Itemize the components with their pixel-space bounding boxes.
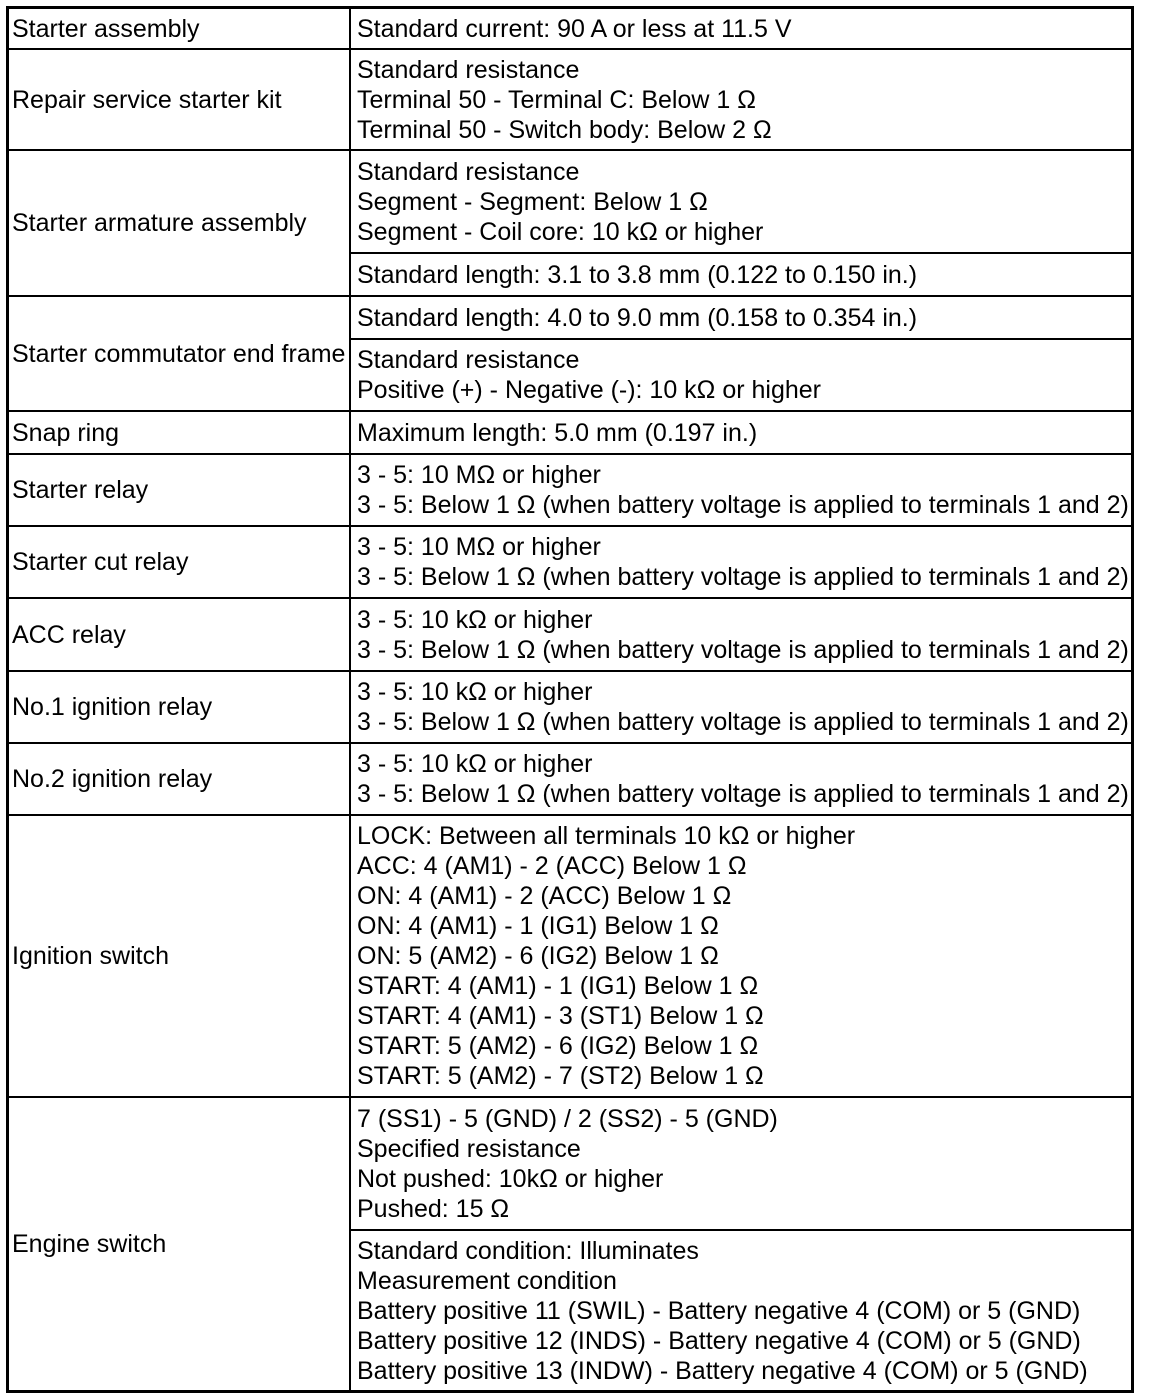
spec-label-text: Starter armature assembly xyxy=(12,209,307,237)
spec-value-line: 3 - 5: 10 MΩ or higher xyxy=(357,533,601,561)
spec-value-line: Standard length: 4.0 to 9.0 mm (0.158 to 0.354 in.) xyxy=(357,303,918,332)
spec-value-line: 3 - 5: 10 kΩ or higher xyxy=(357,678,593,706)
spec-value-line: Positive (+) - Negative (-): 10 kΩ or higher xyxy=(357,376,821,404)
spec-label-acc-relay xyxy=(9,599,349,670)
spec-value-line: Segment - Segment: Below 1 Ω xyxy=(357,187,708,216)
spec-label-text: No.1 ignition relay xyxy=(12,693,213,721)
spec-label-text: Ignition switch xyxy=(12,942,170,970)
spec-label-text: Engine switch xyxy=(12,1230,167,1258)
spec-label-text: ACC relay xyxy=(12,620,126,649)
spec-value-line: START: 4 (AM1) - 1 (IG1) Below 1 Ω xyxy=(357,972,759,1000)
spec-label-text: Starter commutator end frame xyxy=(12,339,346,368)
spec-value-cell xyxy=(351,340,1131,410)
spec-value-line: Battery positive 11 (SWIL) - Battery negative 4 (COM) or 5 (GND) xyxy=(357,1296,1081,1325)
spec-label-text: Starter relay xyxy=(12,476,149,504)
spec-value-line: ON: 4 (AM1) - 2 (ACC) Below 1 Ω xyxy=(357,882,732,910)
spec-label-starter-commutator-end-frame xyxy=(9,297,349,410)
spec-value-line: Measurement condition xyxy=(357,1266,617,1295)
spec-value-cell xyxy=(351,1098,1131,1229)
spec-value-cell xyxy=(351,50,1131,149)
spec-value-line: Battery positive 12 (INDS) - Battery negative 4 (COM) or 5 (GND) xyxy=(357,1326,1081,1355)
spec-value-cell xyxy=(351,412,1131,453)
spec-label-text: Snap ring xyxy=(12,418,120,447)
spec-value-line: 3 - 5: Below 1 Ω (when battery voltage is applied to terminals 1 and 2) xyxy=(357,635,1129,664)
spec-label-engine-switch xyxy=(9,1098,349,1390)
spec-value-line: ON: 4 (AM1) - 1 (IG1) Below 1 Ω xyxy=(357,912,719,940)
spec-value-line: 3 - 5: 10 MΩ or higher xyxy=(357,461,601,489)
spec-label-repair-service-starter-kit xyxy=(9,50,349,149)
spec-value-line: 3 - 5: 10 kΩ or higher xyxy=(357,605,593,634)
spec-value-line: 3 - 5: Below 1 Ω (when battery voltage is applied to terminals 1 and 2) xyxy=(357,563,1129,591)
spec-value-cell xyxy=(351,527,1131,597)
spec-value-line: Segment - Coil core: 10 kΩ or higher xyxy=(357,217,764,246)
spec-value-cell xyxy=(351,744,1131,814)
specification-table xyxy=(6,6,1134,1393)
spec-value-line: START: 5 (AM2) - 7 (ST2) Below 1 Ω xyxy=(357,1062,764,1090)
spec-label-starter-assembly xyxy=(9,9,349,48)
spec-value-cell xyxy=(351,151,1131,252)
spec-label-starter-cut-relay xyxy=(9,527,349,597)
spec-value-cell xyxy=(351,254,1131,295)
spec-value-line: Battery positive 13 (INDW) - Battery negative 4 (COM) or 5 (GND) xyxy=(357,1356,1088,1385)
spec-value-line: 3 - 5: 10 kΩ or higher xyxy=(357,750,593,778)
spec-value-line: 3 - 5: Below 1 Ω (when battery voltage is applied to terminals 1 and 2) xyxy=(357,708,1129,736)
spec-value-cell xyxy=(351,599,1131,670)
spec-value-line: START: 4 (AM1) - 3 (ST1) Below 1 Ω xyxy=(357,1002,764,1030)
spec-value-line: START: 5 (AM2) - 6 (IG2) Below 1 Ω xyxy=(357,1032,759,1060)
spec-label-text: No.2 ignition relay xyxy=(12,765,213,793)
spec-value-cell xyxy=(351,1231,1131,1390)
spec-value-cell xyxy=(351,672,1131,742)
spec-value-cell xyxy=(351,455,1131,525)
spec-label-snap-ring xyxy=(9,412,349,453)
spec-value-line: Not pushed: 10kΩ or higher xyxy=(357,1164,664,1193)
spec-label-starter-armature-assembly xyxy=(9,151,349,295)
spec-value-line: Standard length: 3.1 to 3.8 mm (0.122 to 0.150 in.) xyxy=(357,260,918,289)
spec-value-line: Standard resistance xyxy=(357,346,580,374)
spec-value-line: Specified resistance xyxy=(357,1134,581,1163)
spec-label-text: Repair service starter kit xyxy=(12,85,282,114)
spec-value-line: 3 - 5: Below 1 Ω (when battery voltage is applied to terminals 1 and 2) xyxy=(357,780,1129,808)
spec-label-text: Starter cut relay xyxy=(12,548,189,576)
spec-value-line: Standard resistance xyxy=(357,157,580,186)
spec-value-line: Standard resistance xyxy=(357,55,580,84)
spec-value-cell xyxy=(351,816,1131,1096)
spec-value-line: ON: 5 (AM2) - 6 (IG2) Below 1 Ω xyxy=(357,942,719,970)
spec-value-line: Terminal 50 - Terminal C: Below 1 Ω xyxy=(357,85,756,114)
spec-label-ignition-switch xyxy=(9,816,349,1096)
spec-value-line: Standard condition: Illuminates xyxy=(357,1236,699,1265)
spec-value-line: 7 (SS1) - 5 (GND) / 2 (SS2) - 5 (GND) xyxy=(357,1104,778,1133)
spec-value-line: Maximum length: 5.0 mm (0.197 in.) xyxy=(357,418,758,447)
spec-label-no1-ignition-relay xyxy=(9,672,349,742)
spec-value-line: ACC: 4 (AM1) - 2 (ACC) Below 1 Ω xyxy=(357,852,747,880)
spec-label-starter-relay xyxy=(9,455,349,525)
spec-value-line: Pushed: 15 Ω xyxy=(357,1194,510,1223)
spec-label-no2-ignition-relay xyxy=(9,744,349,814)
spec-value-cell xyxy=(351,297,1131,338)
spec-value-line: Terminal 50 - Switch body: Below 2 Ω xyxy=(357,115,772,144)
spec-value-cell xyxy=(351,9,1131,48)
spec-value-line: LOCK: Between all terminals 10 kΩ or higher xyxy=(357,822,856,850)
spec-label-text: Starter assembly xyxy=(12,14,200,43)
spec-value-line: 3 - 5: Below 1 Ω (when battery voltage is applied to terminals 1 and 2) xyxy=(357,491,1129,519)
spec-value-line: Standard current: 90 A or less at 11.5 V xyxy=(357,14,792,43)
